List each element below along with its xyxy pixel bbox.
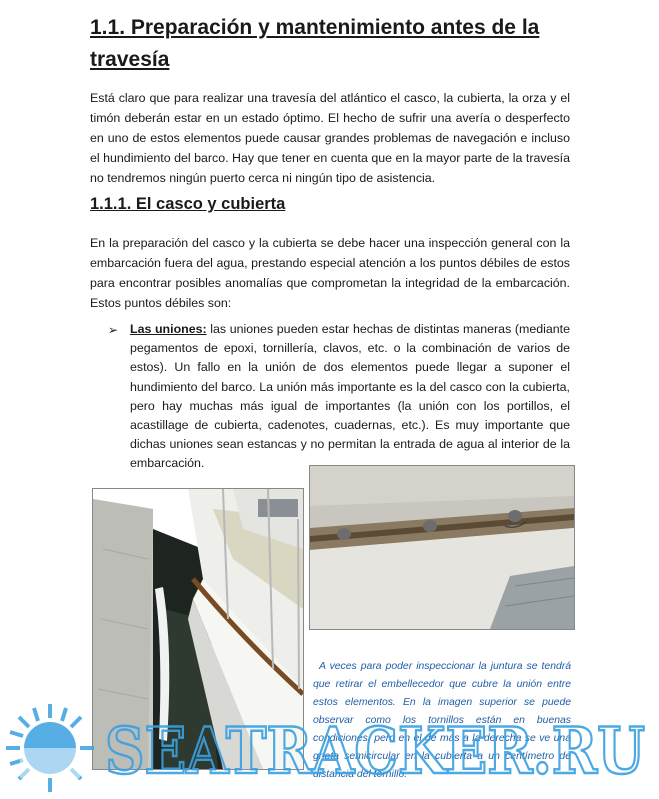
section-paragraph: En la preparación del casco y la cubierta se debe hacer una inspección general con la embarcación fuera del agua, prestando especial atención a los puntos débiles de estos para encontrar posibles anomalías que comprometan la integridad de la embarcación. Estos puntos débiles son:: [90, 236, 570, 310]
boat-hull-photo: [92, 488, 304, 770]
bullet-body: las uniones pueden estar hechas de distintas maneras (mediante pegamentos de epoxi, tornillería, clavos, etc. o la combinación de varios de estos). Un fallo en la unión de dos elementos puede llegar a suponer el hundimiento del barco. La unión más importante es la del casco con la cubierta, pero hay muchas más igual de importantes (la unión con los portillos, el acastillage de cubierta, cadenotes, cuadernas, etc.). Es muy importante que dichas uniones sean estancas y no permitan la entrada de agua al interior de la embarcación.: [130, 322, 570, 471]
bullet-text: [130, 320, 570, 474]
bullet-item: [108, 320, 570, 474]
watermark-text: SEATRACKER.RU: [105, 714, 645, 789]
boat-hull-illustration: [93, 489, 303, 769]
intro-paragraph: Está claro que para realizar una travesía del atlántico el casco, la cubierta, la orza y el timón deberán estar en un estado óptimo. El hecho de sufrir una avería o desperfecto en uno de estos elementos puede causar grandes problemas de navegación e incluso el hundimiento del barco. Hay que tener en cuenta que en la mayor parte de la travesía no tendremos ningún puerto cerca ni ningún tipo de asistencia.: [90, 91, 570, 185]
hull-joint-photo: [309, 465, 575, 630]
hull-joint-illustration: [310, 466, 574, 629]
arrow-bullet-icon: ➢: [108, 323, 119, 337]
subsection-heading: 1.1.1. El casco y cubierta: [90, 195, 286, 213]
section-heading: 1.1. Preparación y mantenimiento antes de la travesía: [90, 16, 540, 71]
bullet-lead: Las uniones:: [130, 322, 207, 336]
photo-caption: A veces para poder inspeccionar la juntura se tendrá que retirar el embellecedor que cubre la unión entre estos elementos. En la imagen superior se puede observar como los tornillos están en buenas condiciones, pero en el de más a la derecha se ve una grieta semicircular en la cubierta a un centímetro de distancia del tornillo.: [313, 661, 571, 780]
sun-logo-icon: [6, 704, 94, 792]
